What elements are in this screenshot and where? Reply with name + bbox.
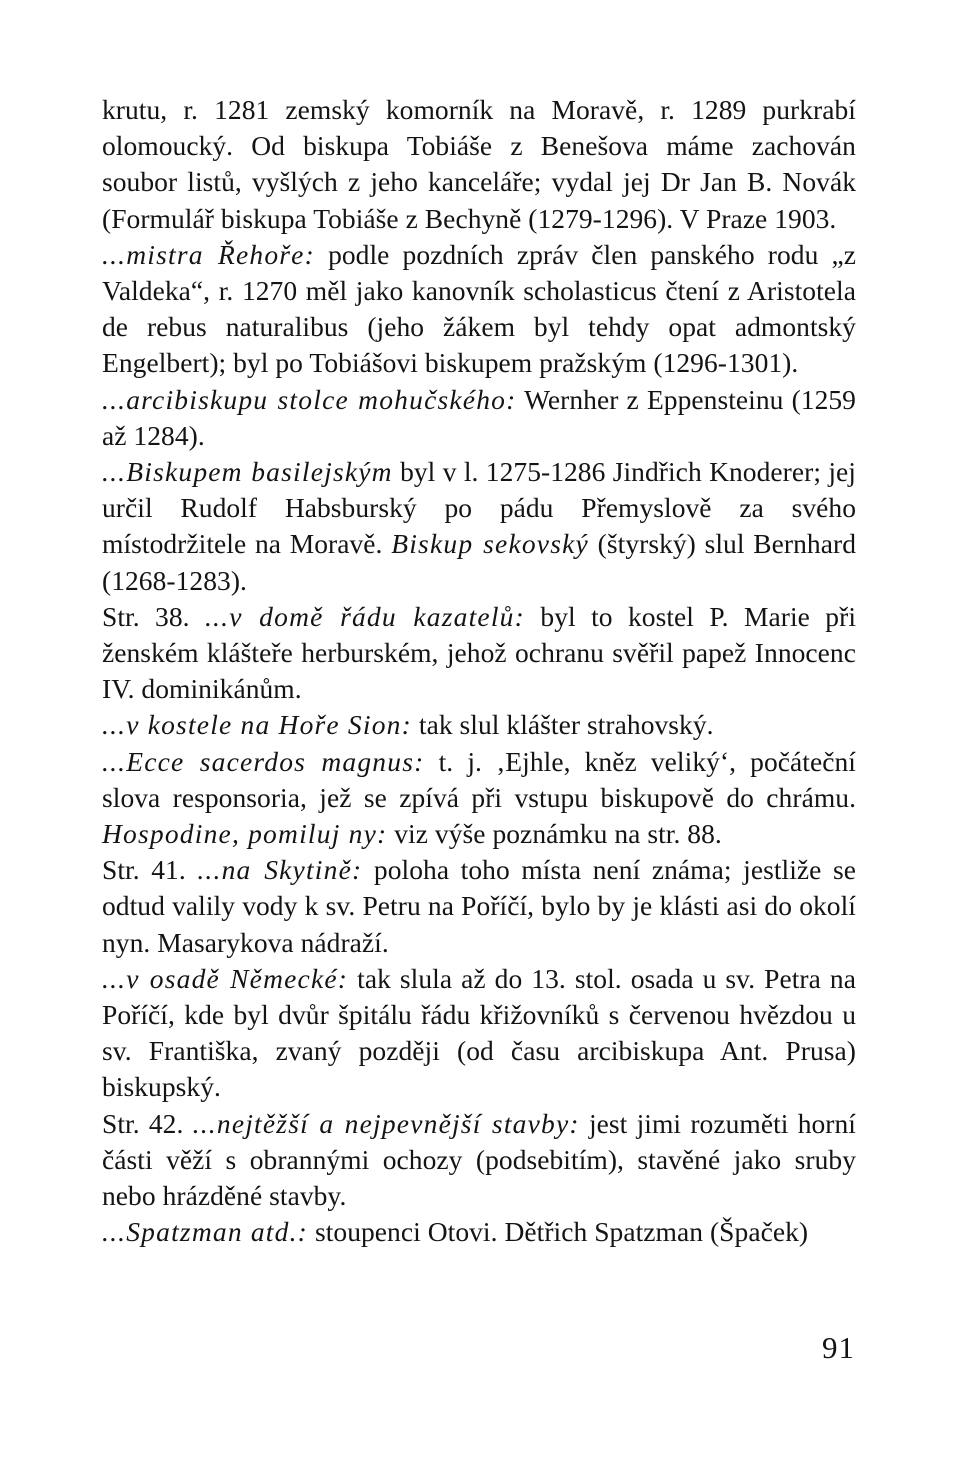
note-text: Str. 42. [102, 1107, 193, 1139]
note-text: tak slul klášter strahovský. [411, 709, 714, 741]
note-lemma: ...v osadě Německé: [102, 962, 349, 994]
note-lemma: ...Spatzman atd.: [102, 1216, 309, 1248]
note-lemma: ...mistra Řehoře: [102, 238, 315, 270]
note-text: viz výše poznámku na str. 88. [387, 818, 722, 850]
paragraph [102, 92, 856, 237]
paragraph [102, 852, 856, 961]
note-text: krutu, r. 1281 zemský komorník na Moravě, r. 1289 purkrabí olomoucký. Od biskupa Tobiáše z Benešova máme zachován soubor listů, vyšlých z jeho kanceláře; vydal jej Dr Jan B. Novák (Formulář biskupa Tobiáše z Bechyně (1279-1296). V Praze 1903. [102, 94, 856, 234]
note-lemma: ...nejtěžší a nejpevnější stavby: [192, 1107, 580, 1139]
note-lemma: ...v kostele na Hoře Sion: [102, 709, 412, 741]
note-lemma: ...v domě řádu kazatelů: [204, 600, 525, 632]
note-text: Wernher z Eppensteinu (1259 až 1284). [102, 383, 856, 451]
paragraph [102, 454, 856, 599]
note-lemma: ...na Skytině: [197, 854, 363, 886]
paragraph [102, 237, 856, 382]
note-lemma: Hospodine, pomiluj ny: [102, 818, 388, 850]
note-lemma: ...Ecce sacerdos magnus: [102, 745, 425, 777]
paragraph [102, 961, 856, 1106]
note-text: t. j. ‚Ejhle, kněz veliký‘, počáteční slova responsoria, jež se zpívá při vstupu biskupově do chrámu. [102, 745, 856, 813]
note-lemma: ...arcibiskupu stolce mohučského: [102, 383, 517, 415]
paragraph [102, 1106, 856, 1215]
paragraph [102, 599, 856, 708]
note-text: stoupenci Otovi. Dětřich Spatzman (Špaček) [308, 1216, 809, 1248]
note-text: Str. 38. [102, 600, 205, 632]
note-text: Str. 41. [102, 854, 198, 886]
paragraph [102, 382, 856, 454]
note-text: tak slula až do 13. stol. osada u sv. Petra na Poříčí, kde byl dvůr špitálu řádu křižovníků s červenou hvězdou u sv. Františka, zvaný později (od času arcibiskupa Ant. Prusa) biskupský. [102, 962, 856, 1103]
note-lemma: ...Biskupem basilejským [102, 456, 393, 488]
note-lemma: Biskup sekovský [391, 528, 589, 560]
note-text: poloha toho místa není známa; jestliže se odtud valily vody k sv. Petru na Poříčí, bylo by je klásti asi do okolí nyn. Masarykova nádraží. [102, 854, 857, 958]
note-text: podle pozdních zpráv člen panského rodu „z Valdeka“, r. 1270 měl jako kanovník scholasticus čtení z Aristotela de rebus naturalibus (jeho žákem byl tehdy opat admontský Engelbert); byl po Tobiášovi biskupem pražským (1296-1301). [102, 238, 856, 379]
note-text: (štyrský) slul Bernhard (1268-1283). [102, 528, 856, 596]
note-text: byl v l. 1275-1286 Jindřich Knoderer; jej určil Rudolf Habsburský po pádu Přemyslově za svého místodržitele na Moravě. [102, 456, 856, 560]
paragraph [102, 707, 856, 743]
paragraph [102, 744, 856, 853]
page-number: 91 [822, 1330, 855, 1365]
paragraph [102, 1214, 856, 1250]
note-text: jest jimi rozuměti horní části věží s obrannými ochozy (podsebitím), stavěné jako sruby nebo hrázděné stavby. [102, 1107, 856, 1212]
note-text: byl to kostel P. Marie při ženském klášteře herburském, jehož ochranu svěřil papež Innocenc IV. dominikánům. [102, 600, 857, 705]
body-text [102, 92, 856, 1251]
